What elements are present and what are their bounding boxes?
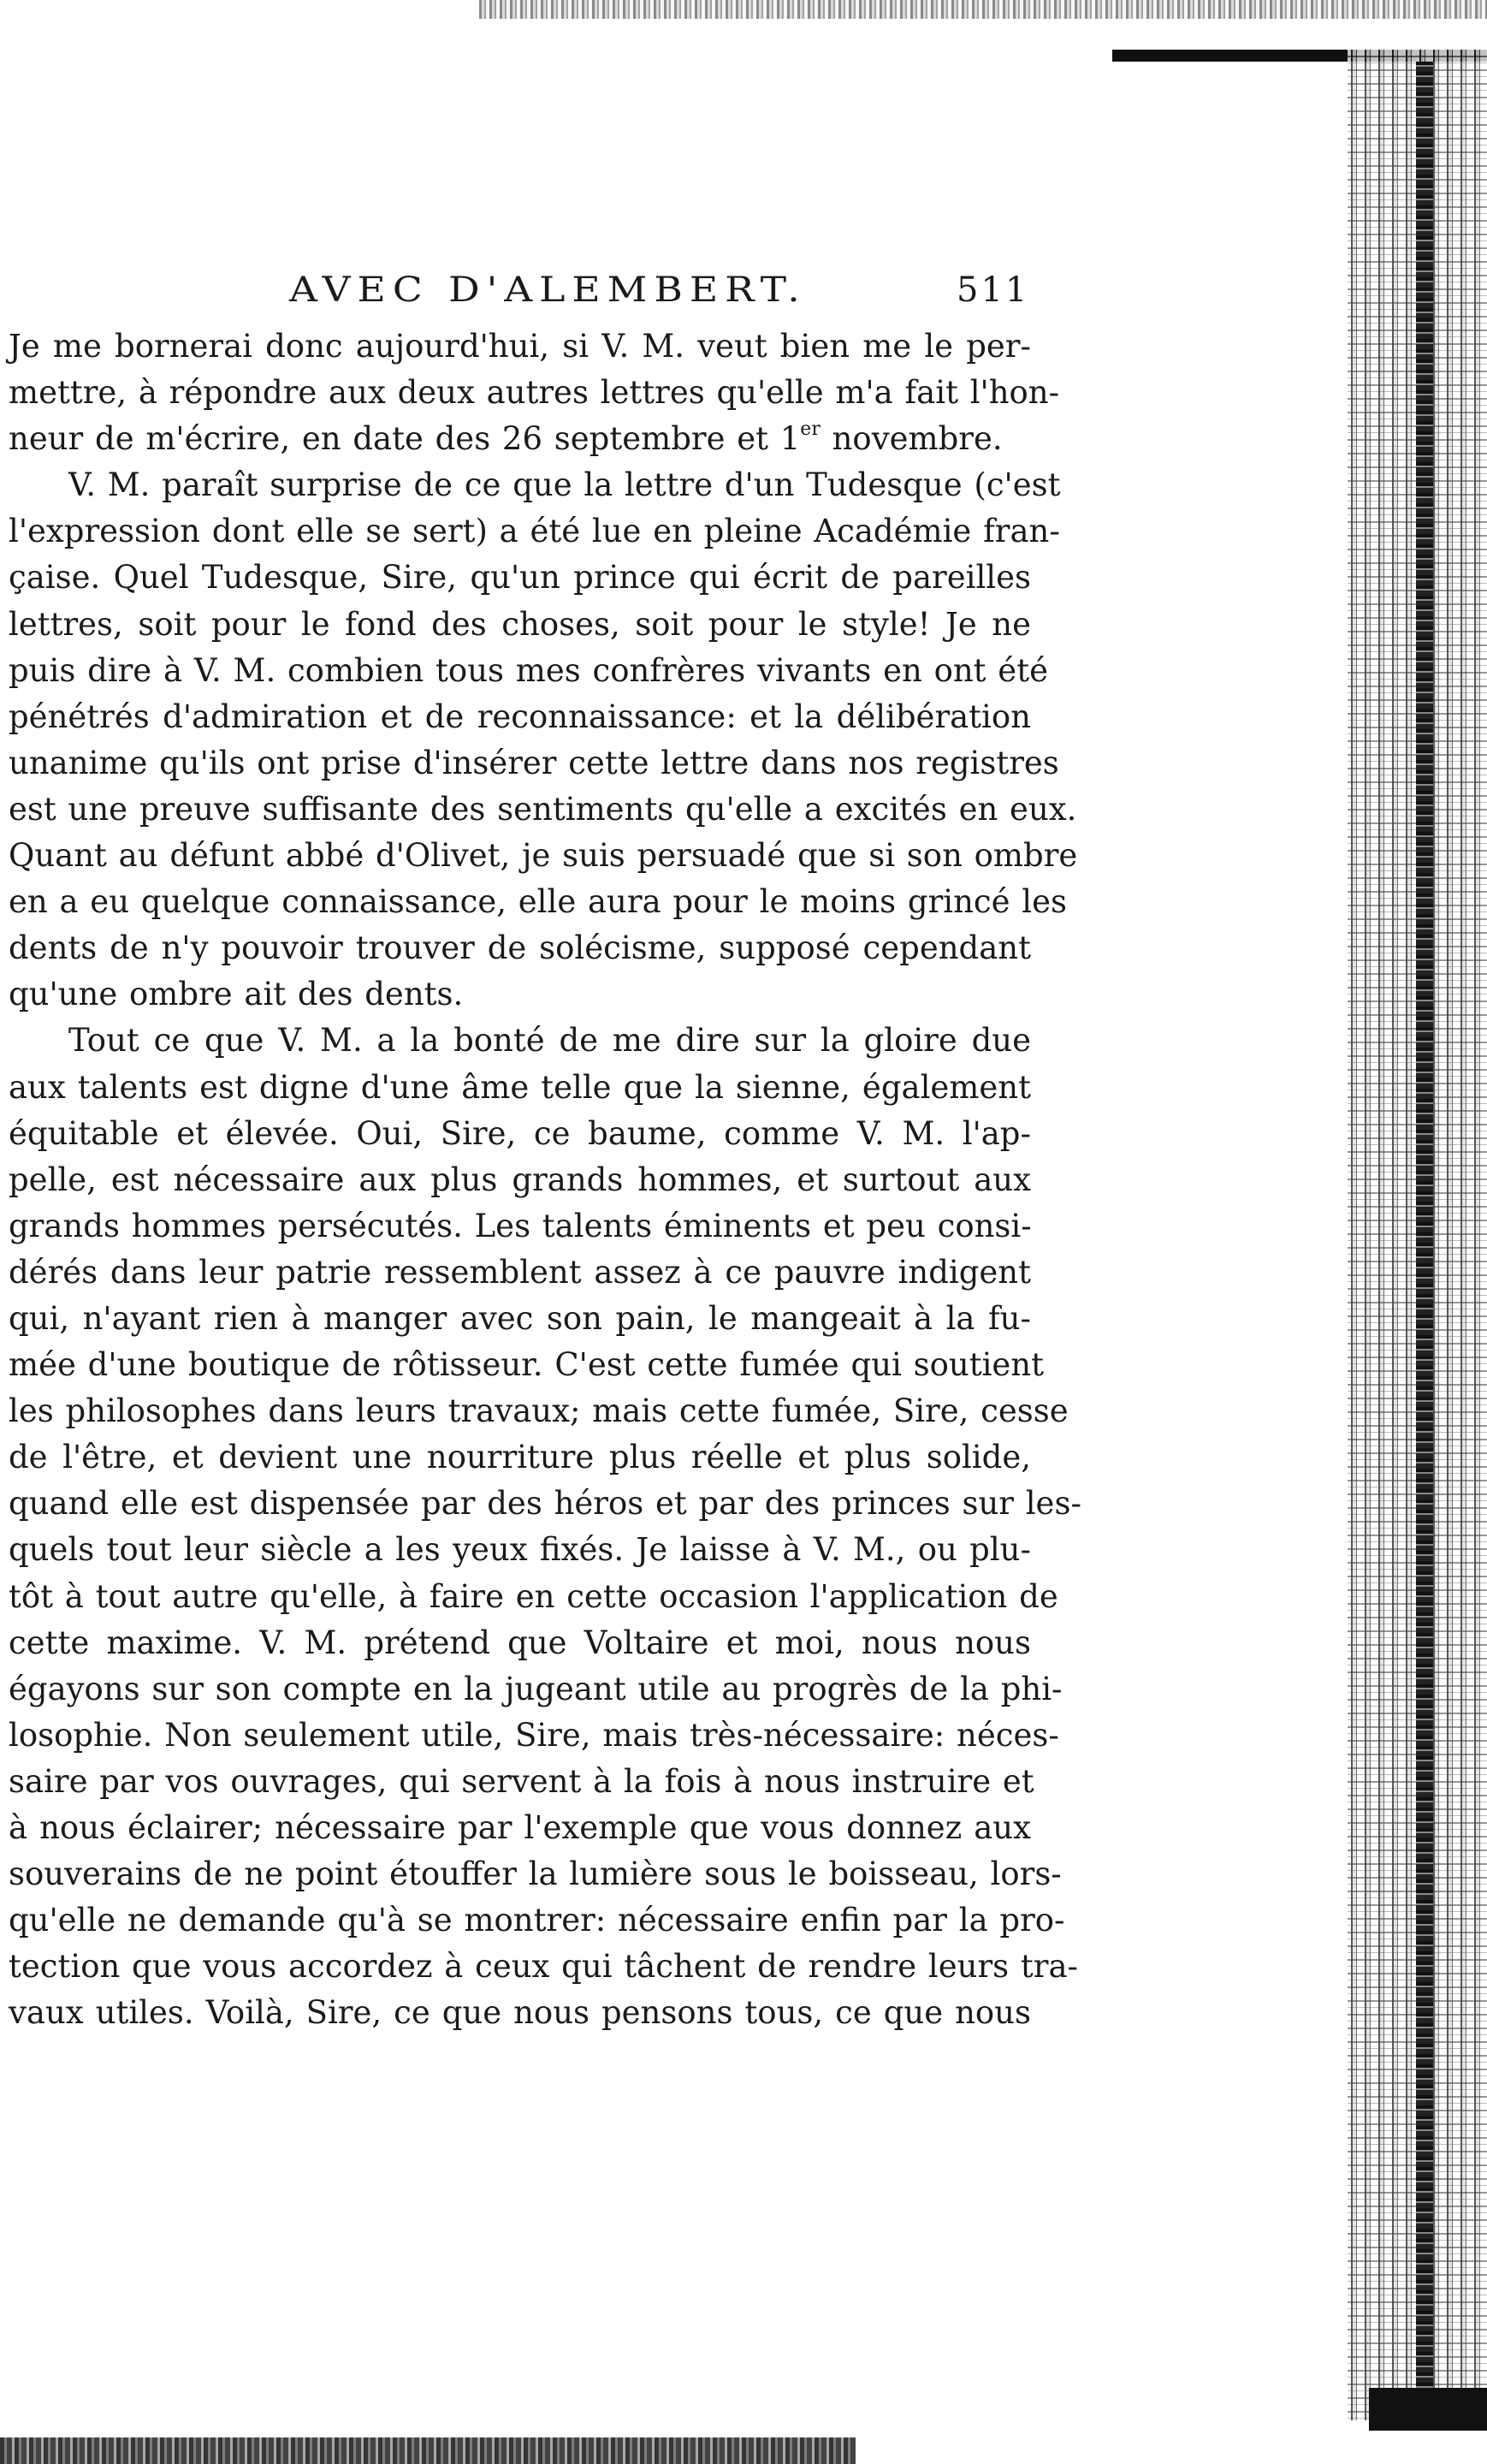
- text-line: losophie. Non seulement utile, Sire, mais très-nécessaire: néces-: [9, 1716, 1059, 1754]
- running-title: AVEC D'ALEMBERT.: [289, 270, 807, 310]
- text-line: pelle, est nécessaire aux plus grands hommes, et surtout aux: [9, 1161, 1031, 1198]
- text-line: Tout ce que V. M. a la bonté de me dire sur la gloire due: [68, 1022, 1031, 1060]
- text-line: saire par vos ouvrages, qui servent à la fois à nous instruire et: [9, 1762, 1034, 1800]
- text-line: égayons sur son compte en la jugeant utile au progrès de la phi-: [9, 1670, 1063, 1707]
- text-line: l'expression dont elle se sert) a été lue en pleine Académie fran-: [9, 513, 1060, 550]
- text-line: lettres, soit pour le fond des choses, soit pour le style! Je ne: [9, 605, 1031, 643]
- text-line: unanime qu'ils ont prise d'insérer cette lettre dans nos registres: [9, 744, 1059, 781]
- text-line: en a eu quelque connaissance, elle aura pour le moins grincé les: [9, 883, 1068, 921]
- text-line: dérés dans leur patrie ressemblent assez à ce pauvre indigent: [9, 1253, 1031, 1291]
- text-body: [9, 324, 1081, 2036]
- text-line-part: neur de m'écrire, en date des 26 septembre et 1: [9, 420, 801, 458]
- text-line: les philosophes dans leurs travaux; mais cette fumée, Sire, cesse: [9, 1392, 1069, 1430]
- text-line: grands hommes persécutés. Les talents éminents et peu consi-: [9, 1207, 1032, 1244]
- text-line: de l'être, et devient une nourriture plus réelle et plus solide,: [9, 1439, 1031, 1476]
- running-head: [0, 267, 1030, 318]
- text-line: puis dire à V. M. combien tous mes confrères vivants en ont été: [9, 651, 1048, 689]
- text-line: qui, n'ayant rien à manger avec son pain, le mangeait à la fu-: [9, 1299, 1031, 1337]
- page-number: 511: [957, 270, 1030, 310]
- scan-page-edge-bottom: [1369, 2388, 1487, 2431]
- text-line: [9, 416, 1031, 462]
- text-line: est une preuve suffisante des sentiments qu'elle a excités en eux.: [9, 790, 1077, 828]
- scan-noise-bottom: [0, 2437, 856, 2464]
- text-line: aux talents est digne d'une âme telle que la sienne, également: [9, 1068, 1031, 1106]
- text-line: çaise. Quel Tudesque, Sire, qu'un prince qui écrit de pareilles: [9, 559, 1031, 597]
- text-line: quand elle est dispensée par des héros et par des princes sur les-: [9, 1485, 1081, 1523]
- scan-page-edge-rule: [1416, 62, 1433, 2407]
- text-line: à nous éclairer; nécessaire par l'exemple que vous donnez aux: [9, 1809, 1031, 1846]
- text-line: cette maxime. V. M. prétend que Voltaire et moi, nous nous: [9, 1624, 1031, 1661]
- text-line: mettre, à répondre aux deux autres lettres qu'elle m'a fait l'hon-: [9, 374, 1060, 412]
- text-line: V. M. paraît surprise de ce que la lettre d'un Tudesque (c'est: [68, 466, 1061, 504]
- scan-noise-top: [479, 0, 1487, 19]
- text-line: qu'elle ne demande qu'à se montrer: nécessaire enfin par la pro-: [9, 1902, 1065, 1939]
- text-line: qu'une ombre ait des dents.: [9, 976, 464, 1013]
- text-line: pénétrés d'admiration et de reconnaissance: et la délibération: [9, 698, 1031, 735]
- ordinal-superscript: er: [800, 418, 821, 440]
- text-line: quels tout leur siècle a les yeux fixés. Je laisse à V. M., ou plu-: [9, 1531, 1031, 1569]
- text-line: dents de n'y pouvoir trouver de solécisme, supposé cependant: [9, 929, 1031, 967]
- text-line: souverains de ne point étouffer la lumière sous le boisseau, lors-: [9, 1855, 1062, 1893]
- text-line-part: novembre.: [820, 420, 1003, 458]
- text-line: tection que vous accordez à ceux qui tâchent de rendre leurs tra-: [9, 1948, 1079, 1986]
- text-line: tôt à tout autre qu'elle, à faire en cette occasion l'application de: [9, 1577, 1058, 1615]
- text-line: vaux utiles. Voilà, Sire, ce que nous pensons tous, ce que nous: [9, 1994, 1031, 2032]
- text-line: équitable et élevée. Oui, Sire, ce baume, comme V. M. l'ap-: [9, 1114, 1031, 1152]
- text-line: Quant au défunt abbé d'Olivet, je suis persuadé que si son ombre: [9, 837, 1078, 875]
- text-line: Je me bornerai donc aujourd'hui, si V. M. veut bien me le per-: [9, 328, 1031, 365]
- text-line: mée d'une boutique de rôtisseur. C'est cette fumée qui soutient: [9, 1346, 1045, 1384]
